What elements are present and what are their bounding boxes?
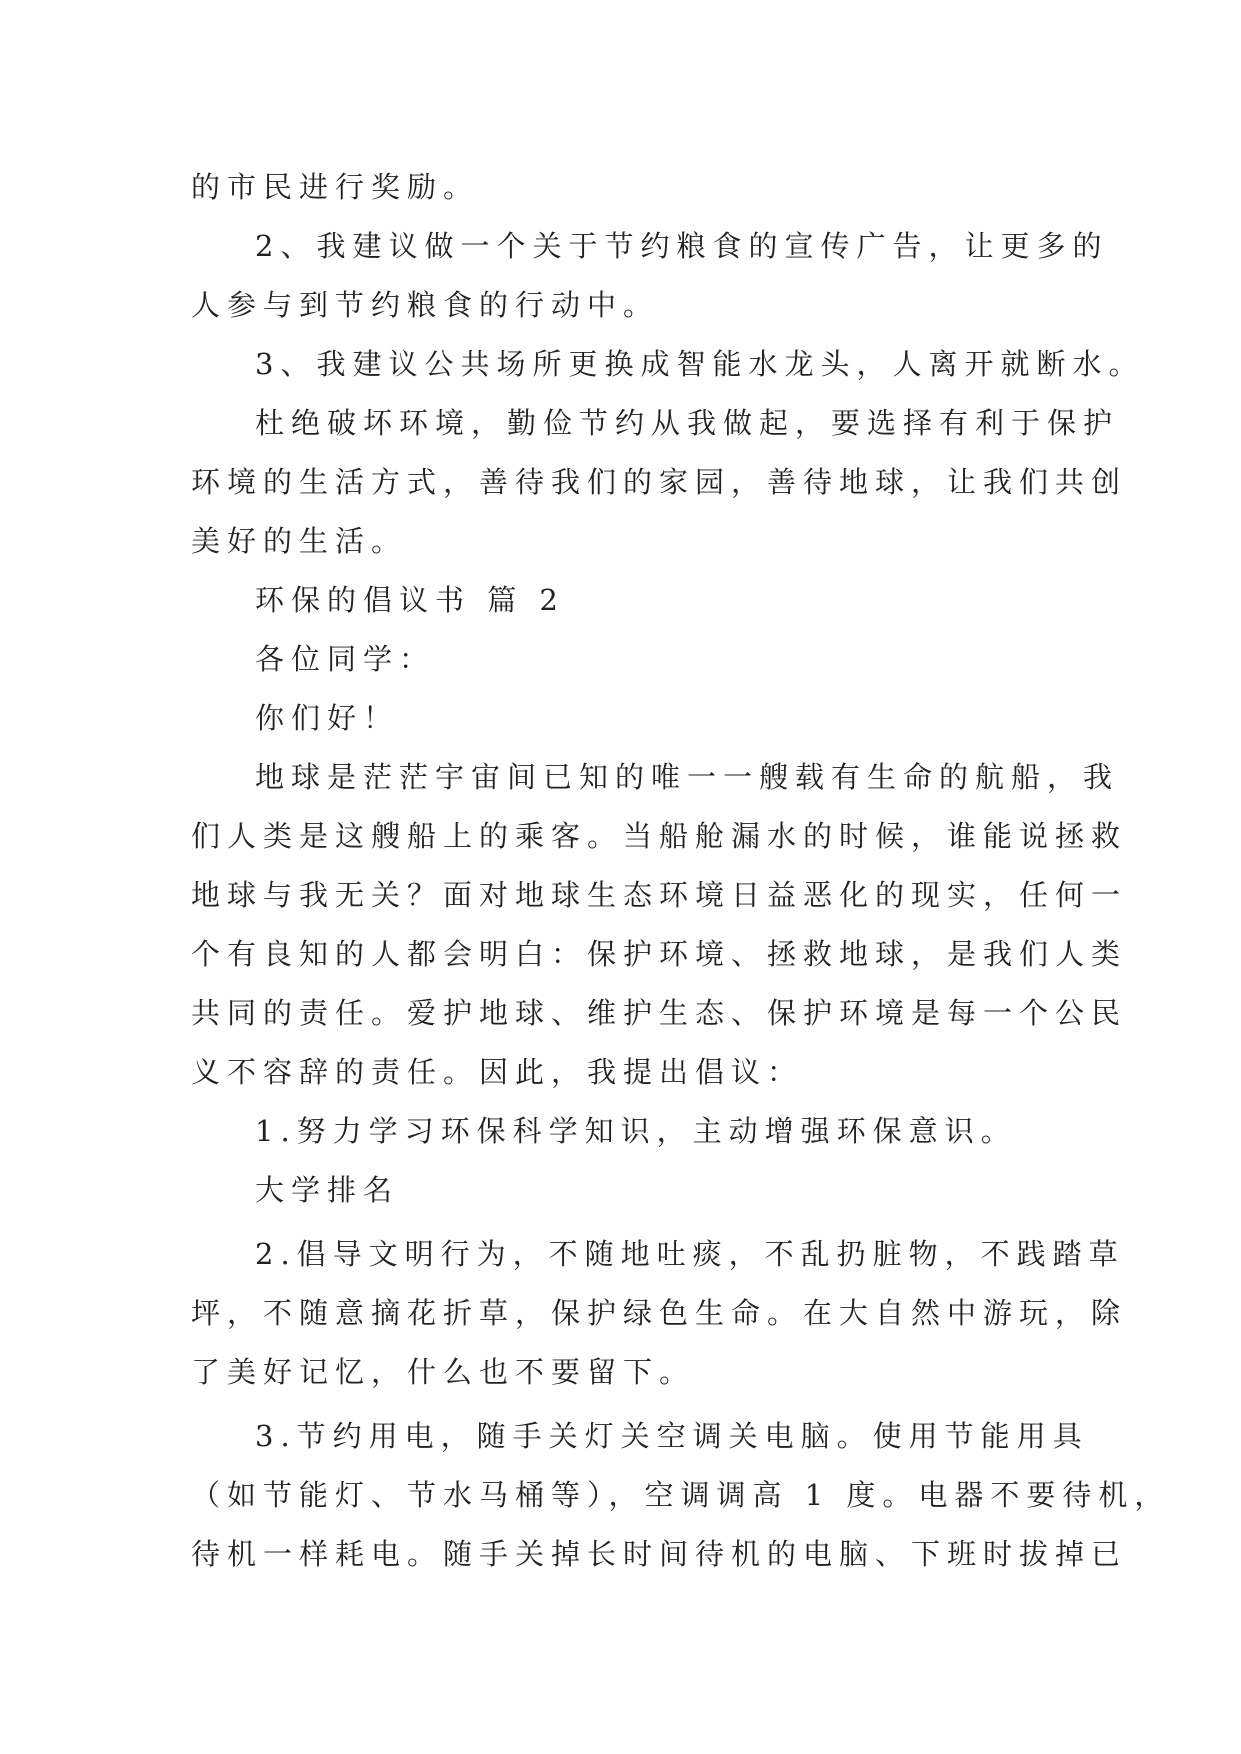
paragraph-line: 共同的责任。爱护地球、维护生态、保护环境是每一个公民 xyxy=(191,996,1128,1030)
paragraph-line: 2、我建议做一个关于节约粮食的宣传广告，让更多的 xyxy=(255,229,1109,263)
paragraph-line: 环境的生活方式，善待我们的家园，善待地球，让我们共创 xyxy=(191,465,1128,499)
list-item: 1.努力学习环保科学知识，主动增强环保意识。 xyxy=(255,1114,1017,1148)
paragraph-line: 坪，不随意摘花折草，保护绿色生命。在大自然中游玩，除 xyxy=(191,1296,1128,1330)
paragraph-line: 杜绝破坏环境，勤俭节约从我做起，要选择有利于保护 xyxy=(255,406,1120,440)
paragraph-line: 了美好记忆，什么也不要留下。 xyxy=(191,1355,696,1389)
salutation: 各位同学： xyxy=(255,642,436,676)
paragraph-line: 美好的生活。 xyxy=(191,524,408,558)
paragraph-line: （如节能灯、节水马桶等），空调调高 1 度。电器不要待机， xyxy=(191,1478,1171,1512)
document-body xyxy=(191,158,1171,1584)
paragraph-line: 人参与到节约粮食的行动中。 xyxy=(191,288,660,322)
section-heading: 环保的倡议书 篇 2 xyxy=(255,583,565,617)
paragraph-line: 地球是茫茫宇宙间已知的唯一一艘载有生命的航船，我 xyxy=(255,760,1120,794)
inline-link-text: 大学排名 xyxy=(255,1173,400,1207)
paragraph-line: 待机一样耗电。随手关掉长时间待机的电脑、下班时拔掉已 xyxy=(191,1537,1128,1571)
paragraph-line: 个有良知的人都会明白：保护环境、拯救地球，是我们人类 xyxy=(191,937,1128,971)
paragraph-line: 义不容辞的责任。因此，我提出倡议： xyxy=(191,1055,804,1089)
greeting: 你们好！ xyxy=(255,701,400,735)
paragraph-line: 的市民进行奖励。 xyxy=(191,170,480,204)
paragraph-line: 们人类是这艘船上的乘客。当船舱漏水的时候，谁能说拯救 xyxy=(191,819,1128,853)
paragraph-line: 3、我建议公共场所更换成智能水龙头，人离开就断水。 xyxy=(255,347,1145,381)
list-item: 3.节约用电，随手关灯关空调关电脑。使用节能用具 xyxy=(255,1419,1089,1453)
paragraph-line: 地球与我无关？面对地球生态环境日益恶化的现实，任何一 xyxy=(191,878,1128,912)
list-item: 2.倡导文明行为，不随地吐痰，不乱扔脏物，不践踏草 xyxy=(255,1237,1125,1271)
